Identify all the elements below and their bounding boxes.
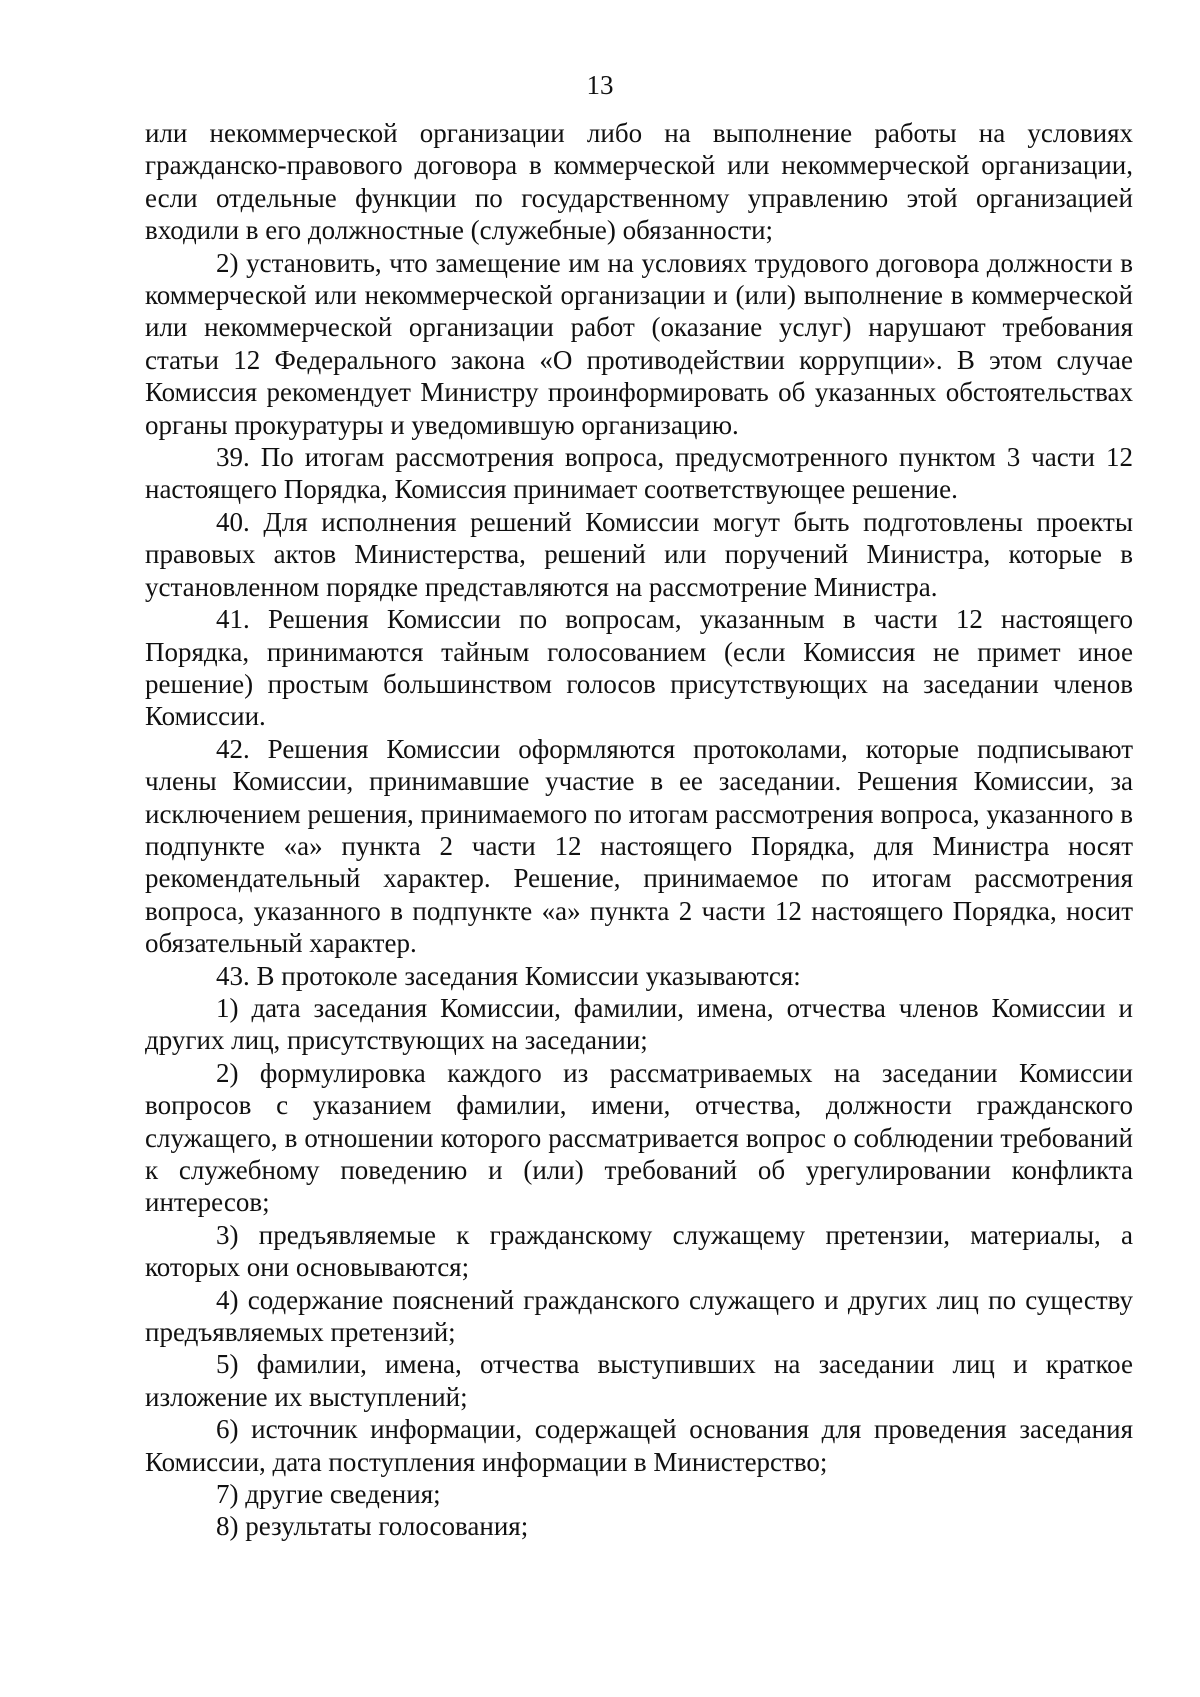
paragraph-41: 41. Решения Комиссии по вопросам, указанным в части 12 настоящего Порядка, принимаются тайным голосованием (если Комиссия не примет иное решение) простым большинством голосов присутствующих на заседании членов Комиссии. (145, 604, 1133, 732)
paragraph-43-item-3: 3) предъявляемые к гражданскому служащему претензии, материалы, а которых они основываются; (145, 1219, 1133, 1283)
paragraph-43-item-1: 1) дата заседания Комиссии, фамилии, имена, отчества членов Комиссии и других лиц, присутствующих на заседании; (145, 992, 1133, 1056)
paragraph-continuation: или некоммерческой организации либо на выполнение работы на условиях гражданско-правового договора в коммерческой или некоммерческой организации, если отдельные функции по государственному управлению этой организацией входили в его должностные (служебные) обязанности; (145, 118, 1133, 246)
paragraph-43-item-4: 4) содержание пояснений гражданского служащего и других лиц по существу предъявляемых претензий; (145, 1284, 1133, 1348)
paragraph-43-item-2: 2) формулировка каждого из рассматриваемых на заседании Комиссии вопросов с указанием фамилии, имени, отчества, должности гражданского служащего, в отношении которого рассматривается вопрос о соблюдении требований к служебному поведению и (или) требований об урегулировании конфликта интересов; (145, 1057, 1133, 1218)
paragraph-40: 40. Для исполнения решений Комиссии могут быть подготовлены проекты правовых актов Министерства, решений или поручений Министра, которые в установленном порядке представляются на рассмотрение Министра. (145, 506, 1133, 602)
paragraph-43-item-6: 6) источник информации, содержащей основания для проведения заседания Комиссии, дата поступления информации в Министерство; (145, 1414, 1133, 1477)
paragraph-43-item-5: 5) фамилии, имена, отчества выступивших на заседании лиц и краткое изложение их выступлений; (145, 1349, 1133, 1412)
paragraph-39: 39. По итогам рассмотрения вопроса, предусмотренного пунктом 3 части 12 настоящего Порядка, Комиссия принимает соответствующее решение. (145, 442, 1133, 505)
paragraph-42: 42. Решения Комиссии оформляются протоколами, которые подписывают члены Комиссии, принимавшие участие в ее заседании. Решения Комиссии, за исключением решения, принимаемого по итогам рассмотрения вопроса, указанного в подпункте «а» пункта 2 части 12 настоящего Порядка, для Министра носят рекомендательный характер. Решение, принимаемое по итогам рассмотрения вопроса, указанного в подпункте «а» пункта 2 части 12 настоящего Порядка, носит обязательный характер. (145, 733, 1133, 959)
paragraph-43-item-8: 8) результаты голосования; (216, 1511, 529, 1542)
paragraph-43-item-7: 7) другие сведения; (216, 1479, 441, 1510)
paragraph-38-item-2: 2) установить, что замещение им на условиях трудового договора должности в коммерческой или некоммерческой организации и (или) выполнение в коммерческой или некоммерческой организации работ (оказание услуг) нарушают требования статьи 12 Федерального закона «О противодействии коррупции». В этом случае Комиссия рекомендует Министру проинформировать об указанных обстоятельствах органы прокуратуры и уведомившую организацию. (145, 247, 1133, 440)
document-body (145, 117, 1133, 1543)
paragraph-43: 43. В протоколе заседания Комиссии указываются: (216, 960, 801, 991)
page-number: 13 (586, 70, 614, 100)
